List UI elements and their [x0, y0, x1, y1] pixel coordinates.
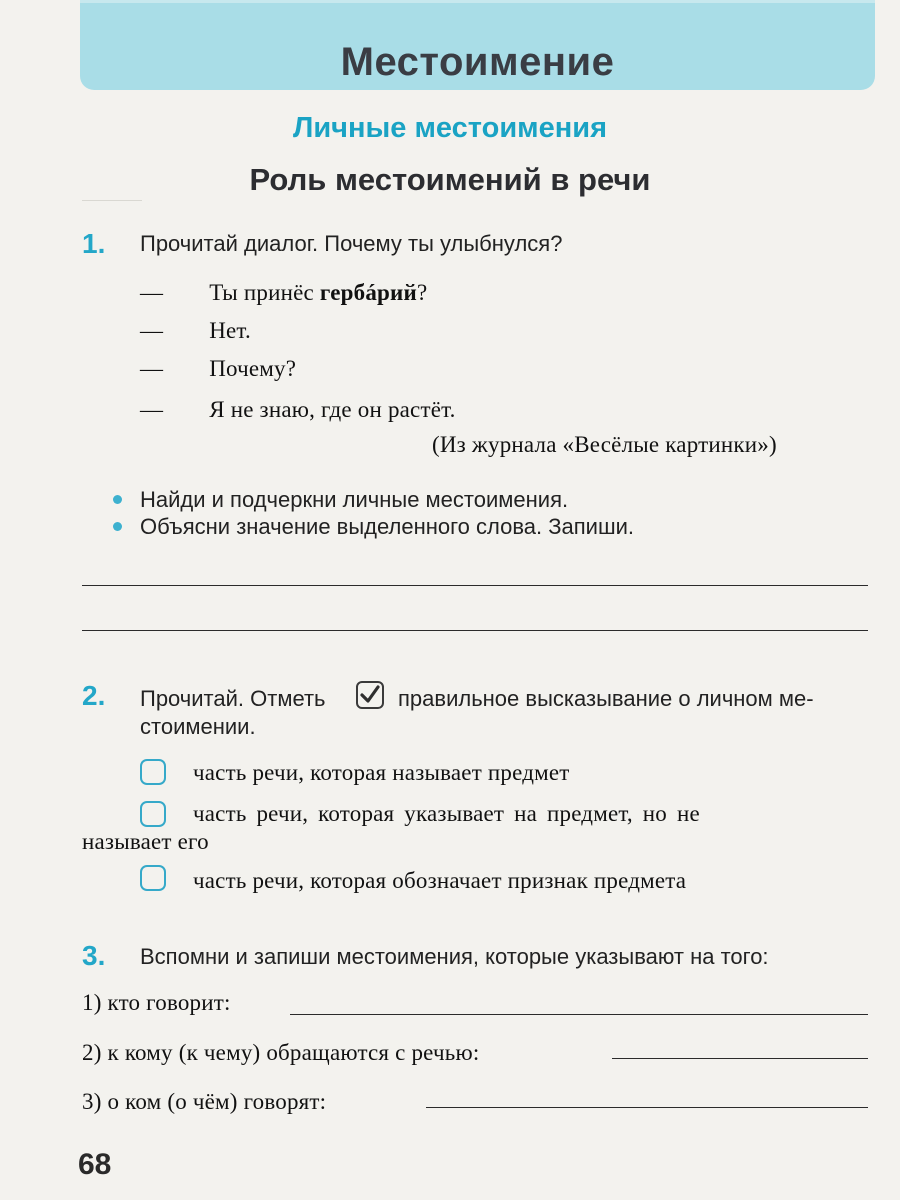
answer-line-2[interactable]	[82, 630, 868, 631]
page-number: 68	[78, 1148, 112, 1181]
section-title: Роль местоимений в речи	[249, 162, 651, 197]
dialog-text: Нет.	[209, 318, 251, 343]
dialog-dash: —	[140, 397, 164, 422]
dialog-line-1	[140, 280, 427, 306]
task-2-prompt-line2: стоимении.	[140, 714, 256, 739]
dialog-text: Ты принёс	[209, 280, 320, 305]
task-3-item-3: 3) о ком (о чём) говорят:	[82, 1089, 327, 1114]
task-1-prompt: Прочитай диалог. Почему ты улыбнулся?	[140, 231, 563, 256]
dialog-line-3	[140, 356, 296, 382]
paper-texture	[82, 200, 142, 201]
task-3-item-1: 1) кто говорит:	[82, 990, 231, 1015]
answer-line-3-1[interactable]	[290, 1014, 868, 1015]
topic-subtitle: Личные местоимения	[292, 112, 607, 144]
dialog-dash: —	[140, 318, 164, 343]
dialog-text: Я не знаю, где он растёт.	[209, 397, 456, 422]
option-2-checkbox[interactable]	[140, 801, 166, 827]
option-2-text-cont: называет его	[82, 829, 209, 854]
dialog-line-2	[140, 318, 251, 344]
dialog-text: Почему?	[209, 356, 297, 381]
page-title: Местоимение	[340, 40, 615, 84]
task-1-instruction-2: Объясни значение выделенного слова. Запиши.	[140, 514, 635, 539]
answer-line-1[interactable]	[82, 585, 868, 586]
header-banner	[80, 0, 875, 90]
option-3-checkbox[interactable]	[140, 865, 166, 891]
checkmark-icon	[356, 681, 384, 709]
option-1-text: часть речи, которая называет предмет	[193, 760, 570, 785]
dialog-text: ?	[416, 280, 428, 305]
task-2-number: 2.	[82, 680, 106, 711]
answer-line-3-3[interactable]	[426, 1107, 868, 1108]
bullet-icon	[113, 495, 122, 504]
highlighted-word: гербáрий	[319, 280, 417, 305]
dialog-source: (Из журнала «Весёлые картинки»)	[432, 432, 777, 457]
dialog-line-4	[140, 397, 456, 423]
option-2-text: часть речи, которая указывает на предмет, но не	[193, 801, 700, 826]
task-3-item-2: 2) к кому (к чему) обращаются с речью:	[82, 1040, 480, 1065]
dialog-dash: —	[140, 280, 164, 305]
dialog-dash: —	[140, 356, 164, 381]
task-2-prompt-start: Прочитай. Отметь	[140, 686, 326, 711]
task-3-prompt: Вспомни и запиши местоимения, которые указывают на того:	[140, 944, 769, 969]
task-1-instruction-1: Найди и подчеркни личные местоимения.	[140, 487, 569, 512]
task-2-prompt-end: правильное высказывание о личном ме-	[398, 686, 814, 711]
bullet-icon	[113, 522, 122, 531]
answer-line-3-2[interactable]	[612, 1058, 868, 1059]
option-1-checkbox[interactable]	[140, 759, 166, 785]
option-3-text: часть речи, которая обозначает признак предмета	[193, 868, 687, 893]
task-3-number: 3.	[82, 940, 106, 971]
task-1-number: 1.	[82, 228, 106, 259]
